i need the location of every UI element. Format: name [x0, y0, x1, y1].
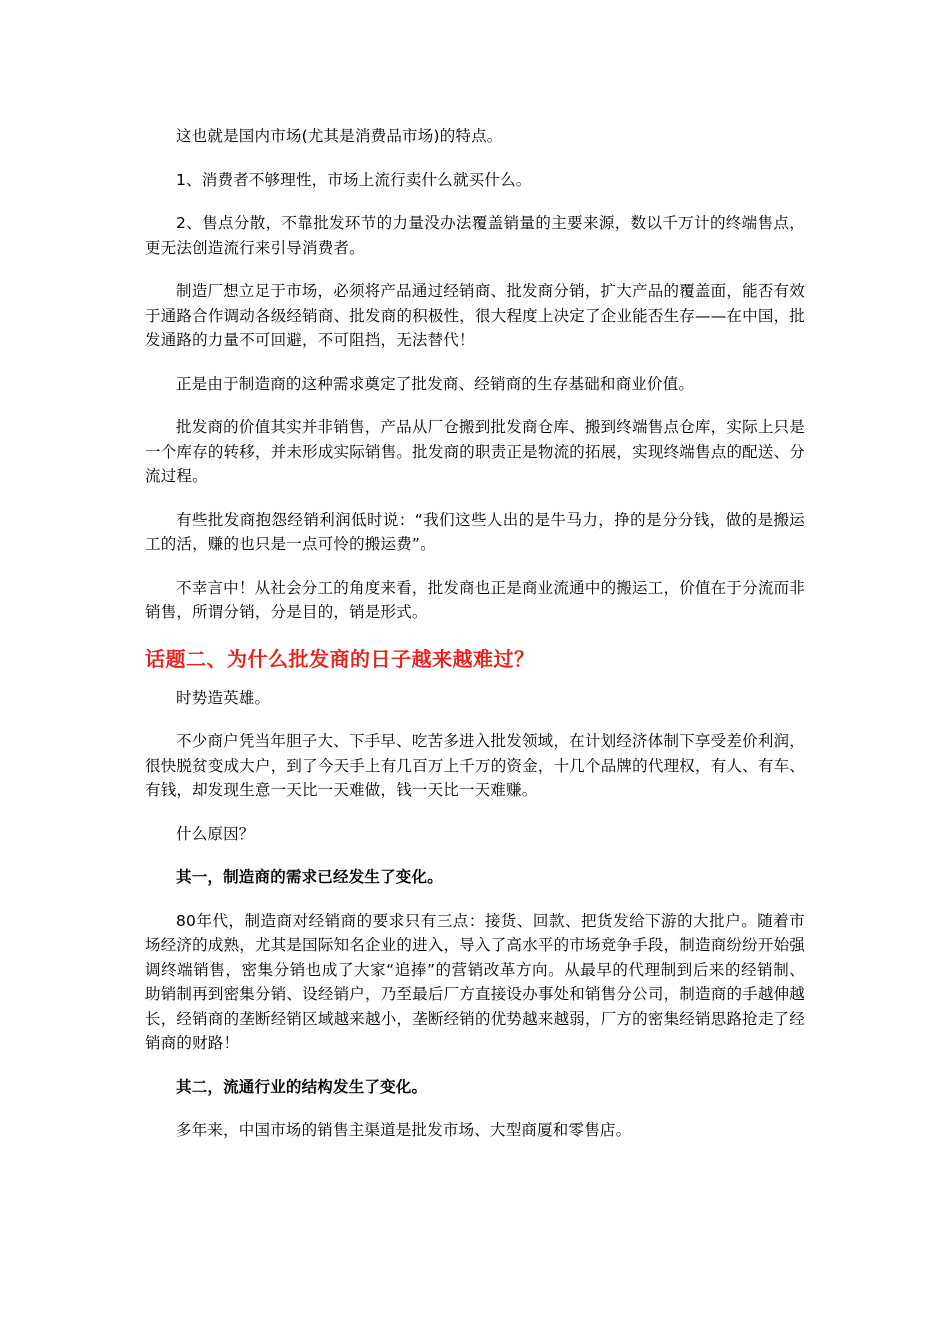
point-one-title: 其一，制造商的需求已经发生了变化。: [176, 868, 443, 886]
section-heading: 话题二、为什么批发商的日子越来越难过？: [145, 646, 535, 671]
paragraph: 这也就是国内市场(尤其是消费品市场)的特点。: [176, 127, 503, 145]
paragraph: 2、售点分散，不靠批发环节的力量没办法覆盖销量的主要来源，数以千万计的终端售点，更无法创造流行来引导消费者。: [145, 214, 805, 257]
document-body: [145, 124, 805, 1162]
paragraph: 有些批发商抱怨经销利润低时说：“我们这些人出的是牛马力，挣的是分分钱，做的是搬运工的活，赚的也只是一点可怜的搬运费”。: [145, 510, 805, 553]
paragraph: 什么原因？: [176, 824, 255, 843]
paragraph: 时势造英雄。: [176, 688, 271, 707]
point-two-title: 其二，流通行业的结构发生了变化。: [176, 1077, 428, 1096]
paragraph: 不幸言中！从社会分工的角度来看，批发商也正是商业流通中的搬运工，价值在于分流而非销售，所谓分销，分是目的，销是形式。: [145, 578, 805, 621]
paragraph: 不少商户凭当年胆子大、下手早、吃苦多进入批发领域，在计划经济体制下享受差价利润，很快脱贫变成大户，到了今天手上有几百万上千万的资金，十几个品牌的代理权，有人、有车、有钱，却发现生意一天比一天难做，钱一天比一天难赚。: [145, 732, 805, 799]
paragraph: 多年来，中国市场的销售主渠道是批发市场、大型商厦和零售店。: [176, 1121, 632, 1139]
paragraph: 制造厂想立足于市场，必须将产品通过经销商、批发商分销，扩大产品的覆盖面，能否有效于通路合作调动各级经销商、批发商的积极性，很大程度上决定了企业能否生存——在中国，批发通路的力量不可回避，不可阻挡，无法替代！: [145, 282, 805, 349]
paragraph: 1、消费者不够理性，市场上流行卖什么就买什么。: [176, 170, 532, 189]
paragraph: 正是由于制造商的这种需求奠定了批发商、经销商的生存基础和商业价值。: [176, 374, 695, 393]
paragraph: 批发商的价值其实并非销售，产品从厂仓搬到批发商仓库、搬到终端售点仓库，实际上只是一个库存的转移，并未形成实际销售。批发商的职责正是物流的拓展，实现终端售点的配送、分流过程。: [145, 418, 805, 485]
paragraph: 80年代，制造商对经销商的要求只有三点：接货、回款、把货发给下游的大批户。随着市场经济的成熟，尤其是国际知名企业的进入，导入了高水平的市场竞争手段，制造商纷纷开始强调终端销售，密集分销也成了大家“追捧”的营销改革方向。从最早的代理制到后来的经销制、助销制再到密集分销、设经销户，乃至最后厂方直接设办事处和销售分公司，制造商的手越伸越长，经销商的垄断经销区域越来越小，垄断经销的优势越来越弱，厂方的密集经销思路抢走了经销商的财路！: [145, 911, 805, 1052]
